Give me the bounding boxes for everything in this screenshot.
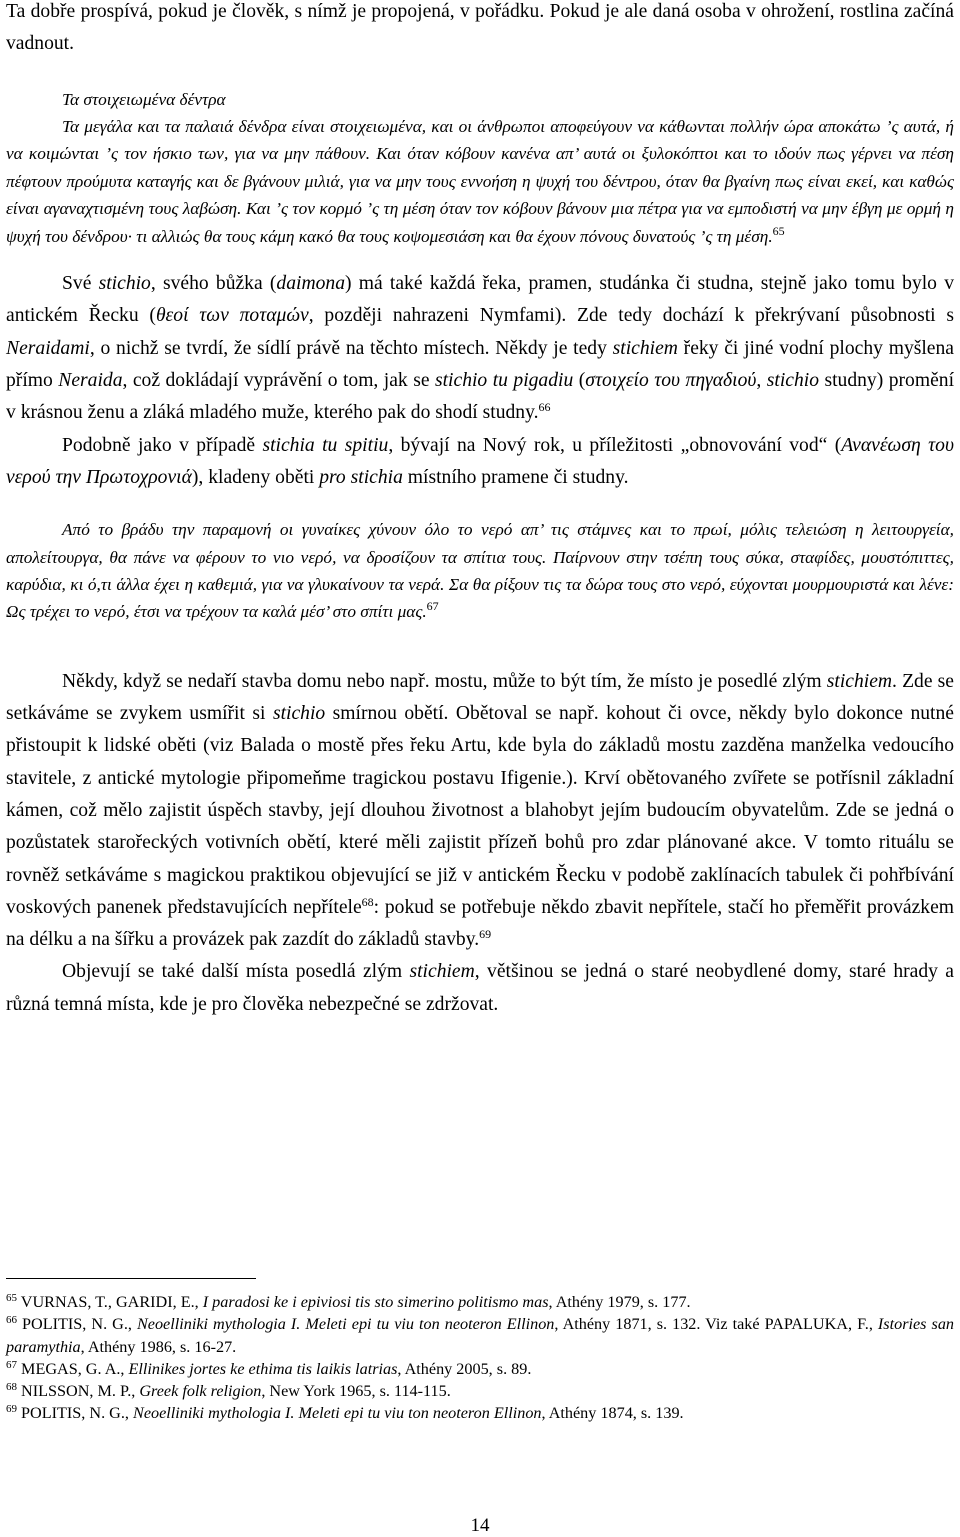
text-run: studny) promění v krásnou ženu a zláká mladého muže, kterého pak do shodí studny. <box>6 369 955 424</box>
text-run: ( <box>573 369 586 391</box>
footnote-67 <box>6 1358 954 1380</box>
italic-term: stichiem <box>409 961 475 983</box>
footnote-title: Greek folk religion <box>139 1382 262 1401</box>
text-run: , Athény 1871, s. 132. Viz také PAPALUKA, F., <box>554 1315 878 1334</box>
italic-term: stichiem <box>826 670 893 692</box>
text-run: , Athény 1986, s. 16-27. <box>80 1337 237 1356</box>
page-body <box>6 0 954 1021</box>
italic-term: stichio <box>766 369 820 391</box>
paragraph-intro <box>6 0 954 61</box>
text-run: VURNAS, T., GARIDI, E., <box>20 1293 203 1311</box>
text-run: ) má také každá řeka, pramen, studánka či studna, stejně jako tomu bylo v antickém Řecku ( <box>6 273 954 327</box>
italic-greek: Ανανέωση του νερού την Πρωτοχρονιά <box>6 434 954 488</box>
footnote-ref-68[interactable]: 68 <box>361 894 374 909</box>
text-run: , Athény 1874, s. 139. <box>541 1404 684 1423</box>
footnote-number: 66 <box>6 1314 17 1327</box>
footnote-65 <box>6 1291 954 1313</box>
quote-body: Τα μεγάλα και τα παλαιά δένδρα είναι στοιχειωμένα, και οι άνθρωποι αποφεύγουν να κάθωνται πολλήν ώρα αποκάτω ’ς αυτά, ή να κοιμώνται ’ς τον ήσκιο των, για να μην πάθουν. Και όταν κόβουν κανένα απ’ αυτά οι ξυλοκόπτοι και το ιδούν πως γέρνει να πέση πέφτουν προύμυτα καταγής και δε βγάνουν μιλιά, για να μην τους εννοήση η ψυχή του δέντρου, όταν θα βγαίνη πως είναι εκεί, και καθώς είναι αγαναχτισμένη τους λαβώση. Και ’ς τον κορμό ’ς τη μέση όταν τον κόβουν βάνουν μια πέτρα για να εμποδιστή να μην έβγη με ορμή η ψυχή του δένδρου· τι αλλιώς θα τους κάμη κακό θα τους κοψομεσιάση και θα έχουν πόνους δυνατούς ’ς τη μέση. <box>6 117 954 246</box>
text-run: . Zde se setkáváme se zvykem usmířit si <box>6 670 954 725</box>
paragraph-haunted-places <box>6 956 954 1021</box>
italic-greek: στοιχείο του πηγαδιού <box>585 369 757 391</box>
footnote-title: Ellinikes jortes ke ethima tis laikis latrias <box>128 1359 398 1378</box>
footnote-title: Neoelliniki mythologia I. Meleti epi tu viu ton neoteron Ellinon <box>133 1404 542 1423</box>
text-run: , Athény 2005, s. 89. <box>397 1359 532 1378</box>
footnote-title: I paradosi ke i epiviosi tis sto simerino politismo mas <box>202 1293 549 1311</box>
text-run: , svého bůžka ( <box>150 273 277 295</box>
quote-text <box>6 113 954 250</box>
italic-term: stichia tu spitiu <box>262 434 389 456</box>
text-run: Své <box>62 273 99 295</box>
footnote-66 <box>6 1313 954 1358</box>
paragraph-new-year-water <box>6 430 954 495</box>
footnote-number: 69 <box>6 1403 17 1416</box>
quote-title: Τα στοιχειωμένα δέντρα <box>62 89 226 109</box>
footnote-title: Neoelliniki mythologia I. Meleti epi tu viu ton neoteron Ellinon <box>136 1315 555 1334</box>
text-run: Někdy, když se nedaří stavba domu nebo např. mostu, může to být tím, že místo je posedlé zlým <box>62 670 827 692</box>
quote-body: Από το βράδυ την παραμονή οι γυναίκες χύνουν όλο το νερό απ’ τις στάμνες και το πρωί, μόλις τελειώση η λειτουργεία, απολείτουργα, θα πάνε να φέρουν το νιο νερό, να δροσίζουν τα σπίτια τους. Παίρνουν στην τσέπη τους σύκα, σταφίδες, μουστόπιττες, καρύδια, κι ό,τι άλλα έχει η καθεμιά, για να γλυκαίνουν τα νερά. Σα θα ρίξουν τις τα δώρα τους στο νερό, εύχονται μουρμουριστά και λένε: Ως τρέχει το νερό, έτσι να τρέχουν τα καλά μέσ’ στο σπίτι μας. <box>6 520 954 622</box>
footnote-title: Istories san paramythia <box>6 1315 955 1356</box>
paragraph-building-sacrifice <box>6 666 954 957</box>
text-run: , Athény 1979, s. 177. <box>548 1293 691 1311</box>
paragraph-stichio-water <box>6 268 954 429</box>
text-run: místního pramene či studny. <box>402 466 629 488</box>
text-run: Objevují se také další místa posedlá zlým <box>62 961 410 983</box>
italic-term: Neraidami <box>6 337 90 359</box>
footnote-separator <box>6 1278 256 1279</box>
footnote-number: 68 <box>6 1381 17 1394</box>
text-run: , o nichž se tvrdí, že sídlí právě na těchto místech. Někdy je tedy <box>89 337 613 359</box>
paragraph-text: Ta dobře prospívá, pokud je člověk, s nímž je propojená, v pořádku. Pokud je ale daná osoba v ohrožení, rostlina začíná vadnout. <box>6 1 954 55</box>
italic-term: pro stichia <box>319 466 403 488</box>
italic-term: stichio <box>98 273 151 295</box>
italic-term: daimona <box>276 273 345 295</box>
footnote-69 <box>6 1402 954 1424</box>
text-run: Podobně jako v případě <box>62 434 263 456</box>
greek-quote-water <box>6 516 954 626</box>
italic-term: Neraida <box>58 369 123 391</box>
footnote-ref-67[interactable]: 67 <box>426 599 439 614</box>
italic-term: stichio <box>272 703 326 725</box>
text-run: řeky či jiné vodní plochy myšlena přímo <box>6 337 954 391</box>
footnote-ref-65[interactable]: 65 <box>772 223 785 238</box>
footnotes <box>6 1291 954 1425</box>
footnote-number: 67 <box>6 1358 17 1371</box>
italic-greek: θεοί των ποταμών <box>155 305 309 327</box>
text-run: : pokud se potřebuje někdo zbavit nepřítele, stačí ho přeměřit provázkem na délku a na šířku a provázek pak zazdít do základů stavby. <box>6 896 955 951</box>
text-run: POLITIS, N. G., <box>22 1315 137 1334</box>
text-run: , později nahrazeni Nymfami). Zde tedy dochází k překrývaní působnosti s <box>308 305 954 327</box>
text-run: , bývají na Nový rok, u příležitosti „obnovování vod“ ( <box>388 434 842 456</box>
italic-term: stichiem <box>612 337 678 359</box>
text-run: MEGAS, G. A., <box>21 1359 129 1378</box>
text-run: smírnou obětí. Obětoval se např. kohout či ovce, někdy bylo dokonce nutné přistoupit k lidské oběti (viz Balada o mostě přes řeku Artu, kde byla do základů mostu zazděna manželka vedoucího stavitele, z antické mytologie připomeňme tragickou postavu Ifigenie.). Krví obětovaného zvířete se potřísnil základní kámen, což mělo zajistit úspěch stavby, její dlouhou životnost a blahobyt jejím budoucím obyvatelům. Zde se jedná o pozůstatek starořeckých votivních obětí, které měli zajistit přízeň bohů pro zdar plánované akce. V tomto rituálu se rovněž setkáváme s magickou praktikou objevující se již v antickém Řecku v podobě zaklínacích tabulek či pohřbívání voskových panenek představujících nepřítele <box>6 703 954 918</box>
text-run: POLITIS, N. G., <box>21 1404 134 1423</box>
text-run: , většinou se jedná o staré neobydlené domy, staré hrady a různá temná místa, kde je pro člověka nebezpečné se zdržovat. <box>6 961 954 1015</box>
text-run: , <box>756 369 767 391</box>
text-run: , což dokládají vyprávění o tom, jak se <box>122 369 435 391</box>
footnote-68 <box>6 1380 954 1402</box>
page-number: 14 <box>470 1515 490 1536</box>
footnote-number: 65 <box>6 1291 17 1304</box>
greek-quote-trees <box>6 86 954 250</box>
italic-term: stichio tu pigadiu <box>434 369 574 391</box>
text-run: , New York 1965, s. 114-115. <box>261 1382 451 1401</box>
footnote-ref-66[interactable]: 66 <box>538 400 551 415</box>
footnote-ref-69[interactable]: 69 <box>479 926 492 941</box>
text-run: ), kladeny oběti <box>191 466 320 488</box>
text-run: NILSSON, M. P., <box>21 1382 140 1401</box>
